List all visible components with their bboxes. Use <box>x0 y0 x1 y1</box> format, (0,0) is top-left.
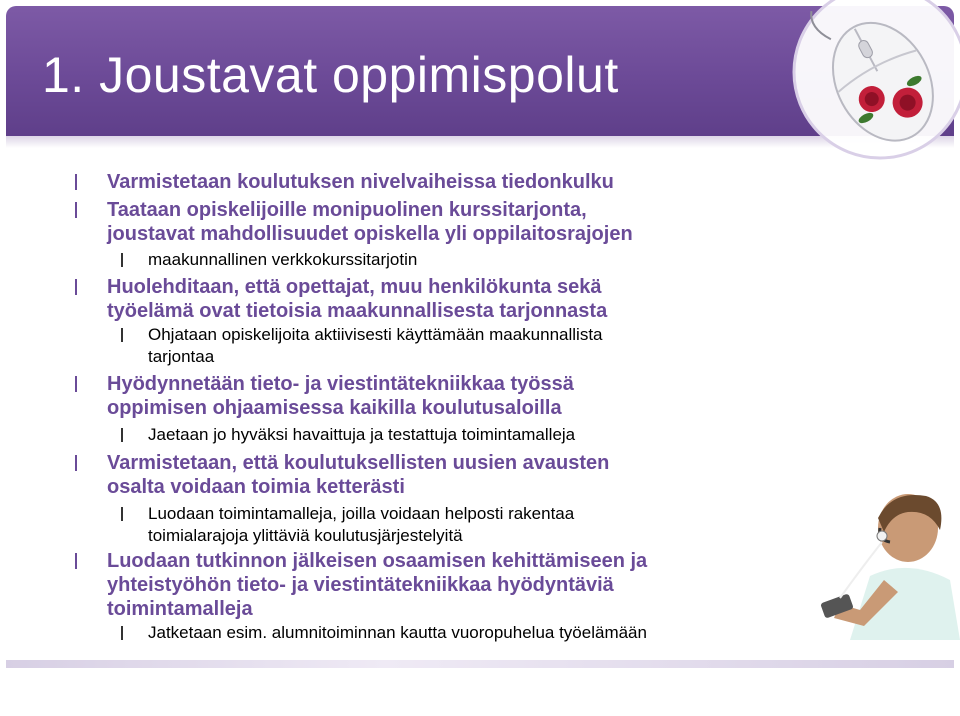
bullet-text: Hyödynnetään tieto- ja viestintätekniikkaa työssä <box>107 373 574 395</box>
bullet-marker <box>121 428 123 442</box>
bullet-text: Huolehditaan, että opettajat, muu henkilökunta sekä <box>107 276 602 298</box>
bullet-text: Varmistetaan, että koulutuksellisten uusien avausten <box>107 452 610 474</box>
person-image <box>800 480 960 640</box>
bullet-marker <box>75 455 77 471</box>
slide-title: 1. Joustavat oppimispolut <box>42 47 619 103</box>
bullet-marker <box>75 174 77 190</box>
sub-bullet-text: tarjontaa <box>148 347 215 366</box>
bullet-marker <box>75 202 77 218</box>
bullet-text: Luodaan tutkinnon jälkeisen osaamisen kehittämiseen ja <box>107 550 648 572</box>
bullet-text: osalta voidaan toimia ketterästi <box>107 476 405 498</box>
bullet-text: oppimisen ohjaamisessa kaikilla koulutusaloilla <box>107 397 562 419</box>
bullet-text: työelämä ovat tietoisia maakunnallisesta tarjonnasta <box>107 300 608 322</box>
bullet-text: yhteistyöhön tieto- ja viestintätekniikkaa hyödyntäviä <box>107 574 614 596</box>
sub-bullet-text: Jaetaan jo hyväksi havaittuja ja testattuja toimintamalleja <box>148 425 576 444</box>
bullet-marker <box>121 507 123 521</box>
bullet-text: toimintamalleja <box>107 598 253 620</box>
bullet-marker <box>121 328 123 342</box>
bullet-marker <box>75 279 77 295</box>
bullet-marker <box>121 253 123 267</box>
bullet-text: joustavat mahdollisuudet opiskella yli oppilaitosrajojen <box>107 223 633 245</box>
sub-bullet-text: Jatketaan esim. alumnitoiminnan kautta vuoropuhelua työelämään <box>148 623 647 642</box>
mouse-image <box>782 0 960 170</box>
bottom-divider <box>6 660 954 668</box>
bullet-marker <box>121 626 123 640</box>
sub-bullet-text: Luodaan toimintamalleja, joilla voidaan helposti rakentaa <box>148 504 575 523</box>
bullet-text: Varmistetaan koulutuksen nivelvaiheissa tiedonkulku <box>107 171 614 193</box>
sub-bullet-text: Ohjataan opiskelijoita aktiivisesti käyttämään maakunnallista <box>148 325 603 344</box>
bullet-marker <box>75 376 77 392</box>
bullet-text: Taataan opiskelijoille monipuolinen kurssitarjonta, <box>107 199 587 221</box>
bullet-marker <box>75 553 77 569</box>
sub-bullet-text: maakunnallinen verkkokurssitarjotin <box>148 250 418 269</box>
sub-bullet-text: toimialarajoja ylittäviä koulutusjärjestelyitä <box>148 526 463 545</box>
